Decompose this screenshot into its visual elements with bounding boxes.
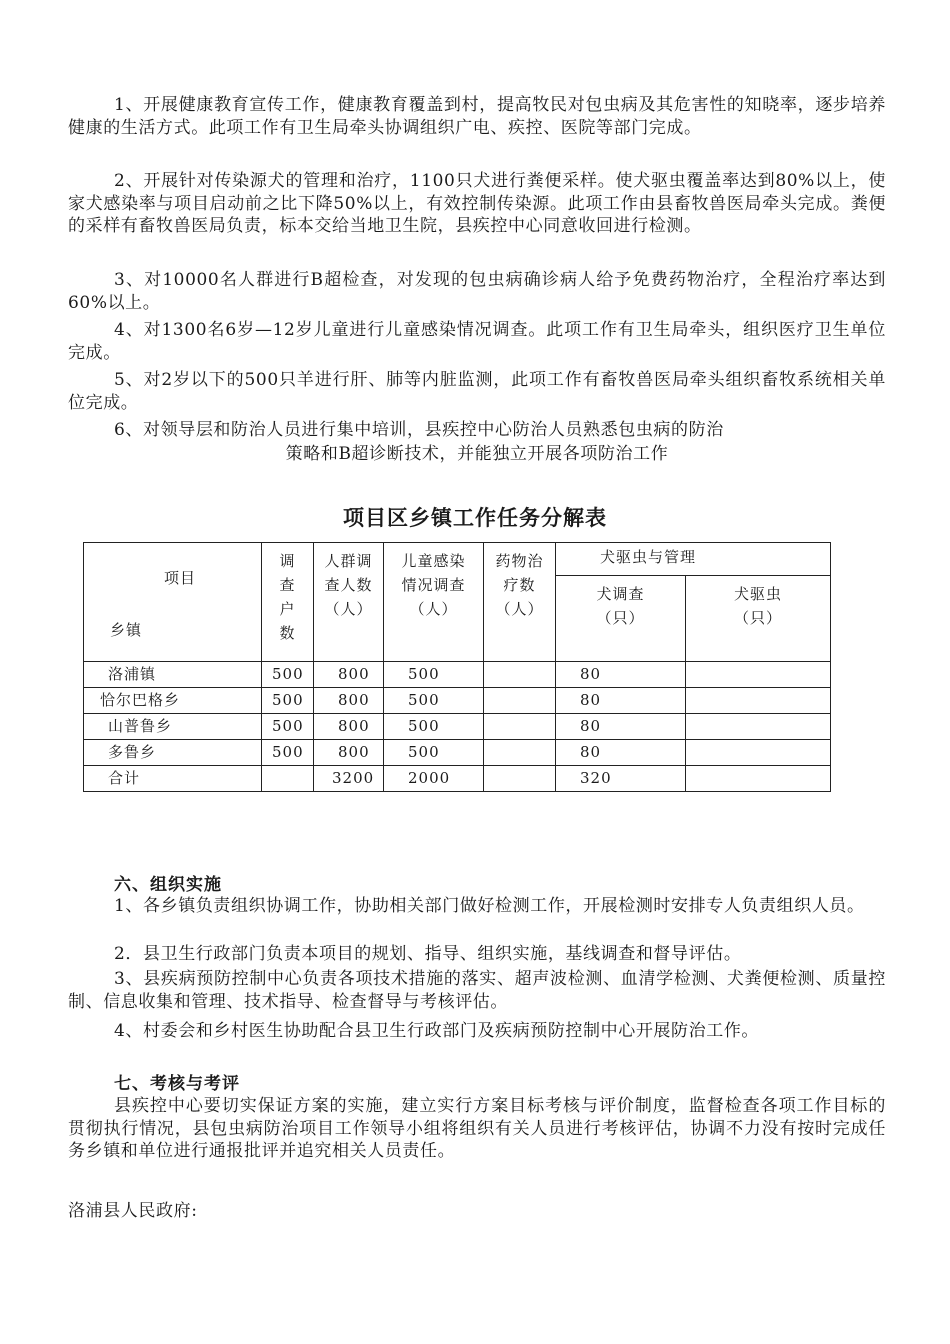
cell-children: 500 xyxy=(384,662,484,688)
section6-item-3: 3、县疾病预防控制中心负责各项技术措施的落实、超声波检测、血清学检测、犬粪便检测、质量控制、信息收集和管理、技术指导、检查督导与考核评估。 xyxy=(68,969,886,1012)
cell-households xyxy=(262,766,314,792)
intro-item-5: 5、对2岁以下的500只羊进行肝、肺等内脏监测，此项工作有畜牧兽医局牵头组织畜牧系统相关单位完成。 xyxy=(68,370,886,413)
header-dog-group: 犬驱虫与管理 xyxy=(556,543,831,576)
cell-drug xyxy=(484,714,556,740)
section6-heading: 六、组织实施 xyxy=(114,875,222,895)
section6-item-1: 1、各乡镇负责组织协调工作，协助相关部门做好检测工作，开展检测时安排专人负责组织人员。 xyxy=(114,896,865,916)
table-row xyxy=(84,714,831,740)
section6-item-2: 2．县卫生行政部门负责本项目的规划、指导、组织实施，基线调查和督导评估。 xyxy=(114,944,742,964)
cell-households: 500 xyxy=(262,714,314,740)
cell-dog-survey: 320 xyxy=(556,766,686,792)
cell-dog-deworm xyxy=(686,740,831,766)
intro-item-3: 3、对10000名人群进行B超检查，对发现的包虫病确诊病人给予免费药物治疗，全程治疗率达到60%以上。 xyxy=(68,270,886,313)
cell-dog-deworm xyxy=(686,766,831,792)
cell-households: 500 xyxy=(262,662,314,688)
cell-dog-deworm xyxy=(686,714,831,740)
header-drug: 药物治疗数（人） xyxy=(484,543,556,662)
table-row xyxy=(84,662,831,688)
cell-children: 2000 xyxy=(384,766,484,792)
intro-item-2: 2、开展针对传染源犬的管理和治疗，1100只犬进行粪便采样。使犬驱虫覆盖率达到80%以上，使家犬感染率与项目启动前之比下降50%以上，有效控制传染源。此项工作由县畜牧兽医局牵头完成。粪便的采样有畜牧兽医局负责，标本交给当地卫生院，县疾控中心同意收回进行检测。 xyxy=(68,171,886,236)
header-children: 儿童感染情况调查（人） xyxy=(384,543,484,662)
table-row xyxy=(84,740,831,766)
cell-drug xyxy=(484,766,556,792)
cell-population: 3200 xyxy=(314,766,384,792)
signature: 洛浦县人民政府: xyxy=(68,1201,198,1221)
cell-dog-survey: 80 xyxy=(556,714,686,740)
section7-body: 县疾控中心要切实保证方案的实施，建立实行方案目标考核与评价制度，监督检查各项工作目标的贯彻执行情况，县包虫病防治项目工作领导小组将组织有关人员进行考核评估，协调不力没有按时完成任务乡镇和单位进行通报批评并追究相关人员责任。 xyxy=(68,1096,886,1161)
cell-dog-survey: 80 xyxy=(556,740,686,766)
cell-dog-survey: 80 xyxy=(556,662,686,688)
table-row-total xyxy=(84,766,831,792)
cell-children: 500 xyxy=(384,688,484,714)
header-dog-survey: 犬调查（只） xyxy=(556,576,686,662)
cell-children: 500 xyxy=(384,740,484,766)
header-dog-deworm: 犬驱虫（只） xyxy=(686,576,831,662)
header-households: 调查户数 xyxy=(262,543,314,662)
cell-population: 800 xyxy=(314,688,384,714)
table-title: 项目区乡镇工作任务分解表 xyxy=(343,506,607,530)
cell-town: 恰尔巴格乡 xyxy=(84,688,262,714)
intro-item-6: 6、对领导层和防治人员进行集中培训，县疾控中心防治人员熟悉包虫病的防治 xyxy=(114,420,724,440)
cell-town: 洛浦镇 xyxy=(84,662,262,688)
corner-bottom-label: 乡镇 xyxy=(110,621,143,639)
cell-drug xyxy=(484,688,556,714)
cell-households: 500 xyxy=(262,688,314,714)
task-table xyxy=(83,542,831,792)
cell-population: 800 xyxy=(314,714,384,740)
table-row xyxy=(84,688,831,714)
cell-town: 合计 xyxy=(84,766,262,792)
cell-population: 800 xyxy=(314,662,384,688)
cell-town: 山普鲁乡 xyxy=(84,714,262,740)
corner-top-label: 项目 xyxy=(164,569,197,587)
section7-heading: 七、考核与考评 xyxy=(114,1074,240,1094)
corner-header xyxy=(84,543,262,662)
cell-households: 500 xyxy=(262,740,314,766)
cell-drug xyxy=(484,662,556,688)
cell-dog-deworm xyxy=(686,688,831,714)
cell-town: 多鲁乡 xyxy=(84,740,262,766)
cell-dog-survey: 80 xyxy=(556,688,686,714)
cell-children: 500 xyxy=(384,714,484,740)
intro-item-1: 1、开展健康教育宣传工作，健康教育覆盖到村，提高牧民对包虫病及其危害性的知晓率，逐步培养健康的生活方式。此项工作有卫生局牵头协调组织广电、疾控、医院等部门完成。 xyxy=(68,95,886,138)
header-population: 人群调查人数（人） xyxy=(314,543,384,662)
cell-population: 800 xyxy=(314,740,384,766)
cell-dog-deworm xyxy=(686,662,831,688)
intro-item-6-cont: 策略和B超诊断技术，并能独立开展各项防治工作 xyxy=(285,444,669,464)
intro-item-4: 4、对1300名6岁—12岁儿童进行儿童感染情况调查。此项工作有卫生局牵头，组织医疗卫生单位完成。 xyxy=(68,320,886,363)
cell-drug xyxy=(484,740,556,766)
section6-item-4: 4、村委会和乡村医生协助配合县卫生行政部门及疾病预防控制中心开展防治工作。 xyxy=(114,1021,760,1041)
